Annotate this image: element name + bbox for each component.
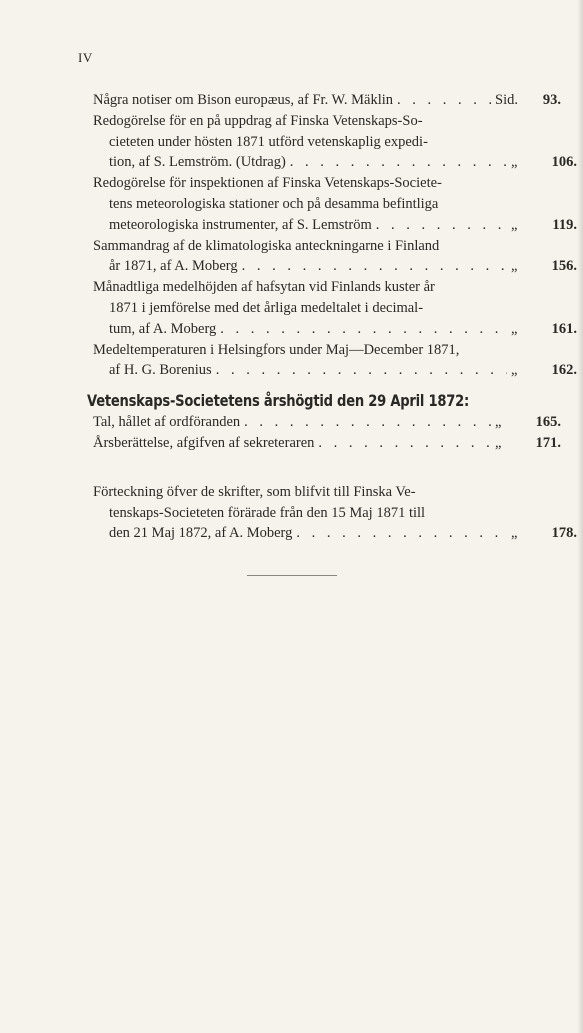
page-number: IV [78, 50, 93, 65]
page-reference-number: 161. [551, 320, 577, 337]
dot-leader [242, 256, 507, 277]
toc-entry-title: Några notiser om Bison europæus, af Fr. W. Mäklin [93, 92, 394, 108]
page-reference-number: 106. [551, 154, 577, 171]
page-reference-prefix: „ [511, 525, 518, 542]
toc-entry-line: Sammandrag af de klimatologiska anteckningarne i Finland [93, 237, 440, 254]
page-reference-number: 178. [551, 525, 577, 542]
page-reference-prefix: „ [511, 362, 518, 379]
toc-entry-line [93, 433, 561, 454]
toc-entry [93, 482, 577, 544]
toc-entry-title: Årsberättelse, afgifven af sekreteraren [93, 434, 315, 451]
table-of-contents [87, 90, 577, 544]
page-reference-prefix: „ [511, 216, 518, 233]
toc-entry-line: Redogörelse för inspektionen af Finska Vetenskaps-Societe- [93, 175, 442, 192]
toc-entry [93, 173, 577, 235]
toc-group-donations [93, 482, 577, 544]
toc-entry-line: Redogörelse för en på uppdrag af Finska Vetenskaps-So- [93, 112, 423, 129]
toc-entry [93, 236, 577, 278]
page-edge-shadow [577, 0, 583, 1033]
page-reference-number: 156. [551, 258, 577, 275]
toc-entry-line: Månadtliga medelhöjden af hafsytan vid Finlands kuster år [93, 279, 435, 296]
page-reference [511, 256, 577, 277]
dot-leader [290, 152, 507, 173]
dot-leader [220, 319, 507, 340]
dot-leader [244, 412, 491, 433]
page-reference-prefix: „ [511, 258, 518, 275]
page-reference [511, 152, 577, 173]
toc-entry-line [93, 412, 561, 433]
page-reference [511, 319, 577, 340]
toc-group-articles [93, 90, 577, 381]
page-reference-prefix: „ [495, 434, 502, 451]
toc-entry-line [93, 90, 561, 111]
toc-entry-line: tenskaps-Societeten förärade från den 15 Maj 1871 till [109, 504, 426, 521]
toc-entry-title: Tal, hållet af ordföranden [93, 414, 241, 431]
page-reference-number: 93. [542, 92, 561, 108]
spacer [93, 454, 561, 482]
toc-entry [93, 433, 561, 454]
toc-entry [93, 412, 561, 433]
toc-entry [93, 90, 561, 111]
page-reference [495, 433, 561, 454]
toc-entry-title: år 1871, af A. Moberg [109, 258, 238, 275]
toc-entry-title: af H. G. Borenius [109, 362, 212, 379]
page-reference-prefix: „ [511, 320, 518, 337]
dot-leader [216, 360, 507, 381]
toc-entry-line [93, 319, 577, 340]
toc-entry-title: tion, af S. Lemström. (Utdrag) [109, 154, 286, 171]
toc-entry-title: meteorologiska instrumenter, af S. Lemström [109, 216, 372, 233]
toc-entry-line: 1871 i jemförelse med det årliga medeltalet i decimal- [109, 299, 424, 316]
page-reference-prefix: „ [511, 154, 518, 171]
toc-group-anniversary [93, 412, 561, 454]
toc-entry-line [93, 256, 577, 277]
page-reference-number: 162. [551, 362, 577, 379]
page-reference [495, 90, 561, 111]
page-reference [511, 215, 577, 236]
page-reference-prefix: Sid. [495, 92, 518, 108]
toc-entry-line: cieteten under hösten 1871 utförd vetenskaplig expedi- [109, 133, 428, 150]
dot-leader [397, 90, 491, 111]
toc-entry-title: tum, af A. Moberg [109, 320, 217, 337]
page-reference [511, 360, 577, 381]
page-reference-number: 165. [535, 414, 561, 431]
dot-leader [376, 215, 507, 236]
toc-entry-line: Förteckning öfver de skrifter, som blifvit till Finska Ve- [93, 483, 416, 500]
toc-entry-line [93, 523, 577, 544]
section-heading: Vetenskaps-Societetens årshögtid den 29 April 1872: [87, 391, 470, 411]
toc-entry-line [93, 360, 577, 381]
dot-leader [318, 433, 491, 454]
dot-leader [296, 523, 507, 544]
toc-entry-line: Medeltemperaturen i Helsingfors under Maj—December 1871, [93, 341, 460, 358]
toc-entry [93, 277, 577, 339]
toc-entry-line [93, 152, 577, 173]
end-rule [247, 575, 337, 576]
page-reference-prefix: „ [495, 414, 502, 431]
toc-entry [93, 340, 577, 382]
toc-entry-line [93, 215, 577, 236]
page-reference-number: 119. [552, 216, 577, 233]
page-reference [511, 523, 577, 544]
toc-entry [93, 111, 577, 173]
page-reference [495, 412, 561, 433]
page-reference-number: 171. [535, 434, 561, 451]
toc-entry-title: den 21 Maj 1872, af A. Moberg [109, 525, 293, 542]
toc-entry-line: tens meteorologiska stationer och på desamma befintliga [109, 195, 439, 212]
